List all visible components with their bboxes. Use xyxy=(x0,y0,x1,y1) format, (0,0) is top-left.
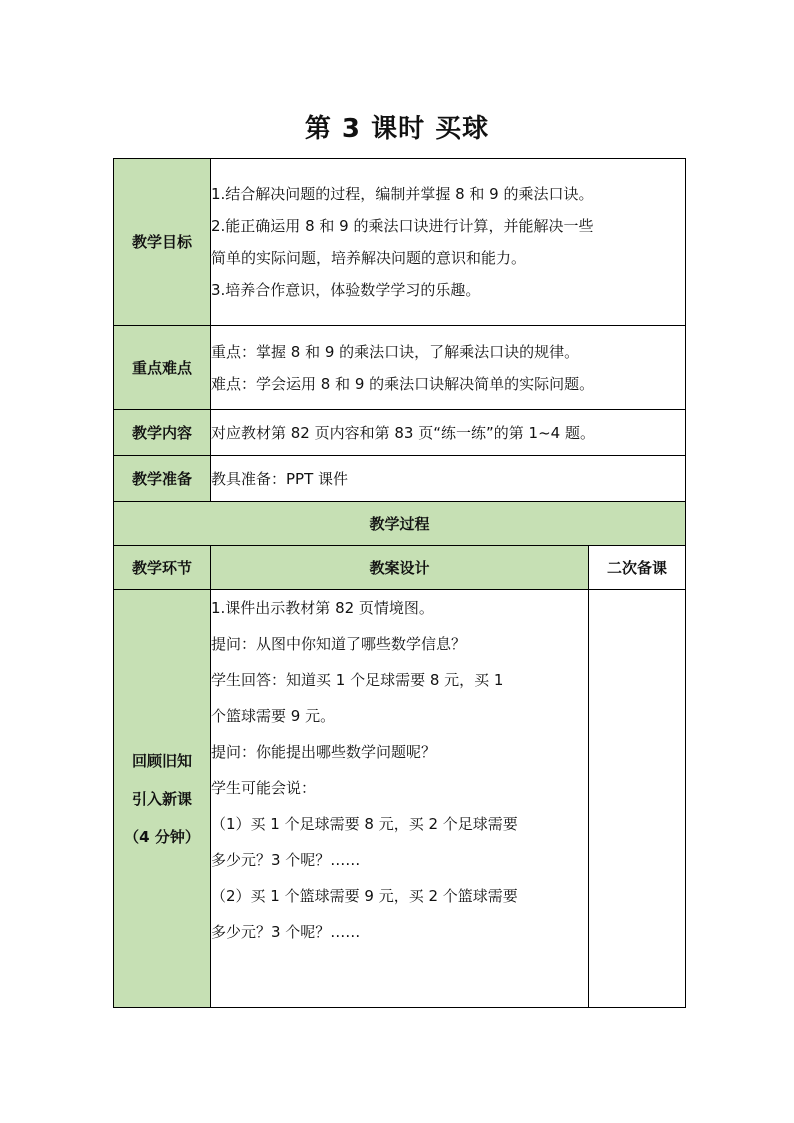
objectives-label: 教学目标 xyxy=(114,159,211,326)
stage1-design xyxy=(211,590,589,1008)
column-stage: 教学环节 xyxy=(114,546,211,590)
stage1-line: 多少元？3 个呢？…… xyxy=(211,923,361,941)
stage1-line: 多少元？3 个呢？…… xyxy=(211,851,361,869)
stage1-label-line: 回顾旧知 xyxy=(131,751,192,770)
process-header: 教学过程 xyxy=(114,502,686,546)
key-point-line: 重点：掌握 8 和 9 的乘法口诀，了解乘法口诀的规律。 xyxy=(211,342,580,361)
stage1-line: （2）买 1 个篮球需要 9 元，买 2 个篮球需要 xyxy=(211,887,518,905)
stage1-line: 学生回答：知道买 1 个足球需要 8 元，买 1 xyxy=(211,671,504,689)
preparation-label: 教学准备 xyxy=(114,456,211,502)
preparation-row xyxy=(114,456,686,502)
process-columns-row xyxy=(114,546,686,590)
process-header-row xyxy=(114,502,686,546)
teaching-content-row xyxy=(114,410,686,456)
page-title: 第 3 课时 买球 xyxy=(304,114,490,144)
stage1-second-prep xyxy=(589,590,686,1008)
stage1-line: （1）买 1 个足球需要 8 元，买 2 个足球需要 xyxy=(211,815,518,833)
key-points-label: 重点难点 xyxy=(114,326,211,410)
stage1-line: 学生可能会说： xyxy=(211,779,317,797)
teaching-content-label: 教学内容 xyxy=(114,410,211,456)
stage1-label-line: 引入新课 xyxy=(131,789,192,808)
stage1-line: 提问：你能提出哪些数学问题呢？ xyxy=(211,743,437,761)
stage1-label-line: （4 分钟） xyxy=(124,827,200,846)
objectives-line: 2.能正确运用 8 和 9 的乘法口诀进行计算，并能解决一些 xyxy=(211,217,594,235)
key-points-content xyxy=(211,326,686,410)
objectives-line: 简单的实际问题，培养解决问题的意识和能力。 xyxy=(211,249,527,267)
column-design: 教案设计 xyxy=(211,546,589,590)
difficult-point-line: 难点：学会运用 8 和 9 的乘法口诀解决简单的实际问题。 xyxy=(211,374,595,393)
objectives-content xyxy=(211,159,686,326)
stage1-line: 个篮球需要 9 元。 xyxy=(211,707,336,725)
column-second-prep: 二次备课 xyxy=(589,546,686,590)
objectives-line: 3.培养合作意识，体验数学学习的乐趣。 xyxy=(211,281,481,299)
key-points-row xyxy=(114,326,686,410)
stage1-line: 提问：从图中你知道了哪些数学信息？ xyxy=(211,635,467,653)
objectives-row xyxy=(114,159,686,326)
preparation-text: 教具准备：PPT 课件 xyxy=(211,456,686,502)
stage1-line: 1.课件出示教材第 82 页情境图。 xyxy=(211,599,434,617)
stage1-label xyxy=(114,590,211,1008)
stage1-row xyxy=(114,590,686,1008)
lesson-plan-table xyxy=(113,158,686,1008)
teaching-content-text: 对应教材第 82 页内容和第 83 页“练一练”的第 1~4 题。 xyxy=(211,410,686,456)
objectives-line: 1.结合解决问题的过程，编制并掌握 8 和 9 的乘法口诀。 xyxy=(211,185,594,203)
